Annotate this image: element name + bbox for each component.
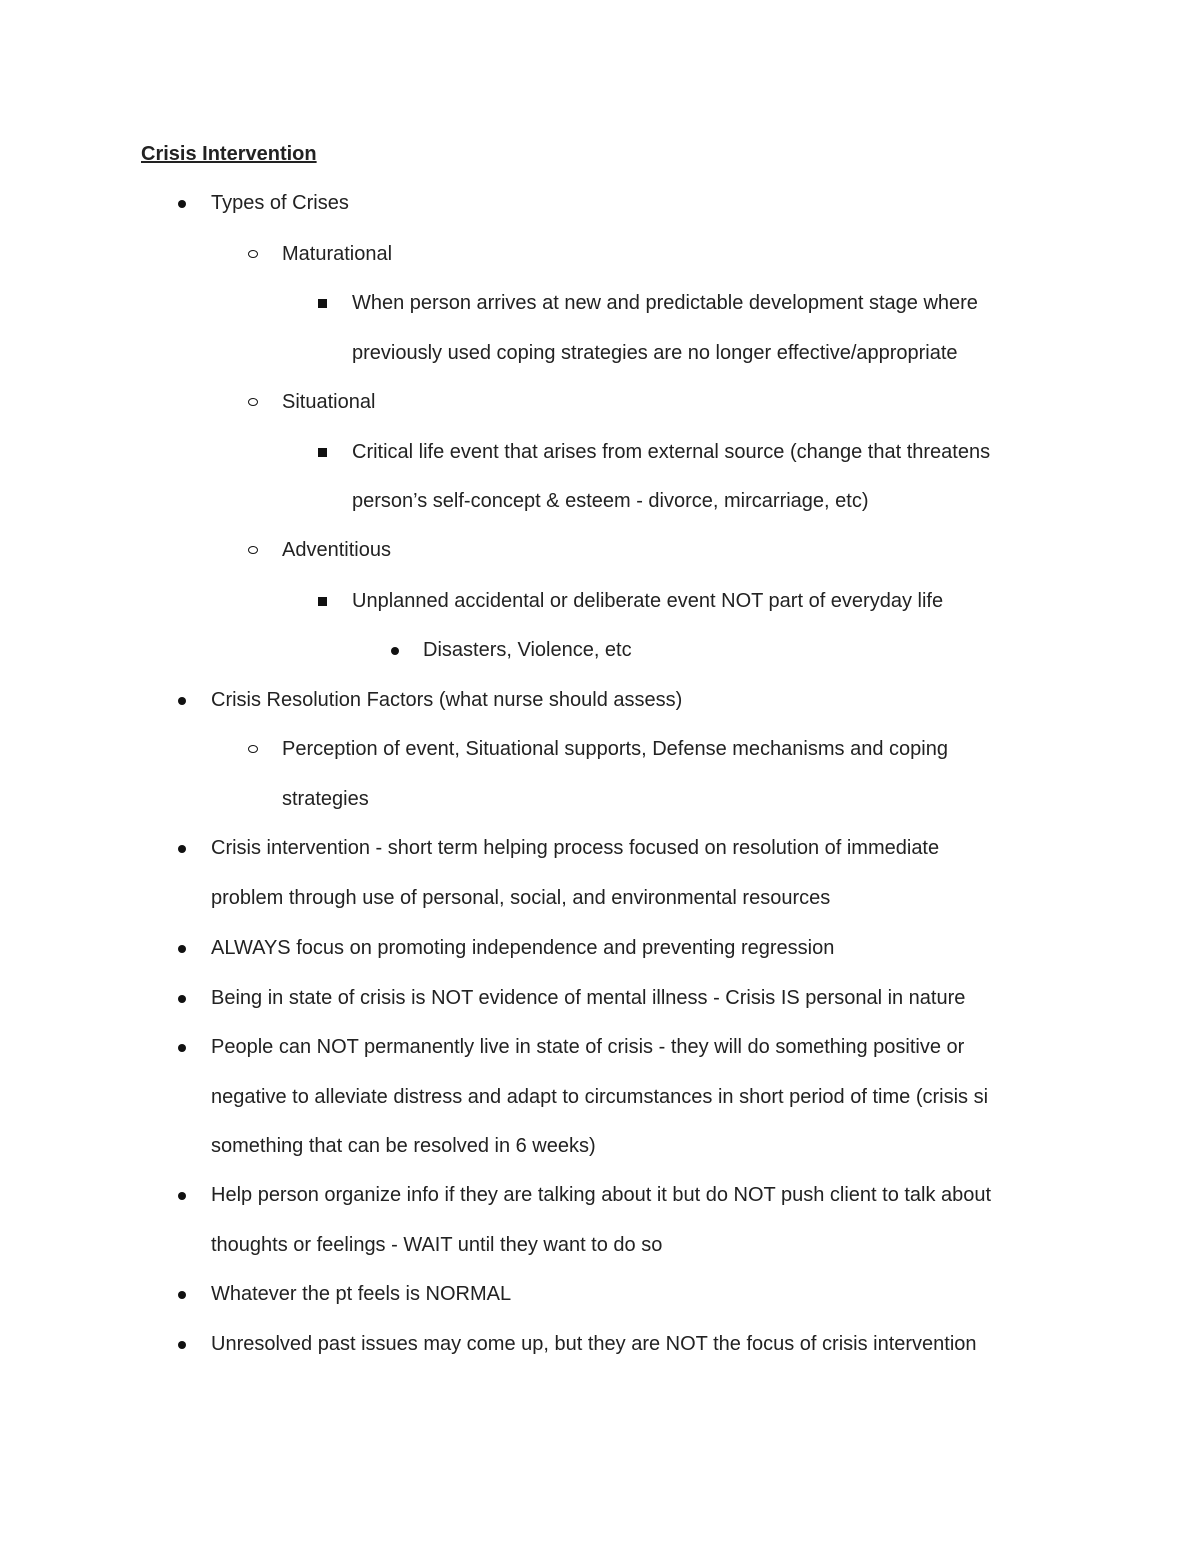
bullet-square-icon [318,597,327,606]
list-item-l2: Situational [282,391,376,413]
bullet-disc-icon [178,1192,186,1200]
bullet-disc-icon [178,945,186,953]
list-item-l4: Disasters, Violence, etc [423,639,632,661]
list-item-l1-continued: negative to alleviate distress and adapt to circumstances in short period of time (crisis si [211,1086,989,1108]
list-item-l1: Whatever the pt feels is NORMAL [211,1283,512,1305]
bullet-disc-icon [391,647,399,655]
list-item-l1: Crisis intervention - short term helping process focused on resolution of immediate [211,837,940,859]
bullet-disc-icon [178,1291,186,1299]
list-item-l3: Critical life event that arises from external source (change that threatens [352,441,991,463]
list-item-l2: Perception of event, Situational supports, Defense mechanisms and coping [282,738,948,760]
list-item-l2-continued: strategies [282,788,369,810]
bullet-circle-icon [248,745,258,753]
bullet-disc-icon [178,995,186,1003]
list-item-l1: People can NOT permanently live in state of crisis - they will do something positive or [211,1036,965,1058]
list-item-l3: When person arrives at new and predictable development stage where [352,292,978,314]
bullet-disc-icon [178,845,186,853]
list-item-l3-continued: previously used coping strategies are no longer effective/appropriate [352,342,958,364]
document-title: Crisis Intervention [141,143,317,165]
bullet-disc-icon [178,697,186,705]
list-item-l1: Crisis Resolution Factors (what nurse should assess) [211,689,683,711]
list-item-l1: Help person organize info if they are talking about it but do NOT push client to talk about [211,1184,992,1206]
bullet-disc-icon [178,1341,186,1349]
list-item-l1-continued: problem through use of personal, social, and environmental resources [211,887,831,909]
list-item-l1: ALWAYS focus on promoting independence and preventing regression [211,937,835,959]
list-item-l1: Being in state of crisis is NOT evidence of mental illness - Crisis IS personal in nature [211,987,966,1009]
list-item-l2: Maturational [282,243,393,265]
bullet-circle-icon [248,398,258,406]
list-item-l1: Types of Crises [211,192,349,214]
list-item-l2: Adventitious [282,539,391,561]
list-item-l3-continued: person’s self-concept & esteem - divorce, mircarriage, etc) [352,490,869,512]
list-item-l1-continued: thoughts or feelings - WAIT until they want to do so [211,1234,663,1256]
bullet-disc-icon [178,200,186,208]
bullet-square-icon [318,299,327,308]
bullet-circle-icon [248,546,258,554]
bullet-square-icon [318,448,327,457]
list-item-l3: Unplanned accidental or deliberate event NOT part of everyday life [352,590,944,612]
list-item-l1: Unresolved past issues may come up, but they are NOT the focus of crisis intervention [211,1333,977,1355]
list-item-l1-continued: something that can be resolved in 6 weeks) [211,1135,596,1157]
bullet-disc-icon [178,1044,186,1052]
bullet-circle-icon [248,250,258,258]
